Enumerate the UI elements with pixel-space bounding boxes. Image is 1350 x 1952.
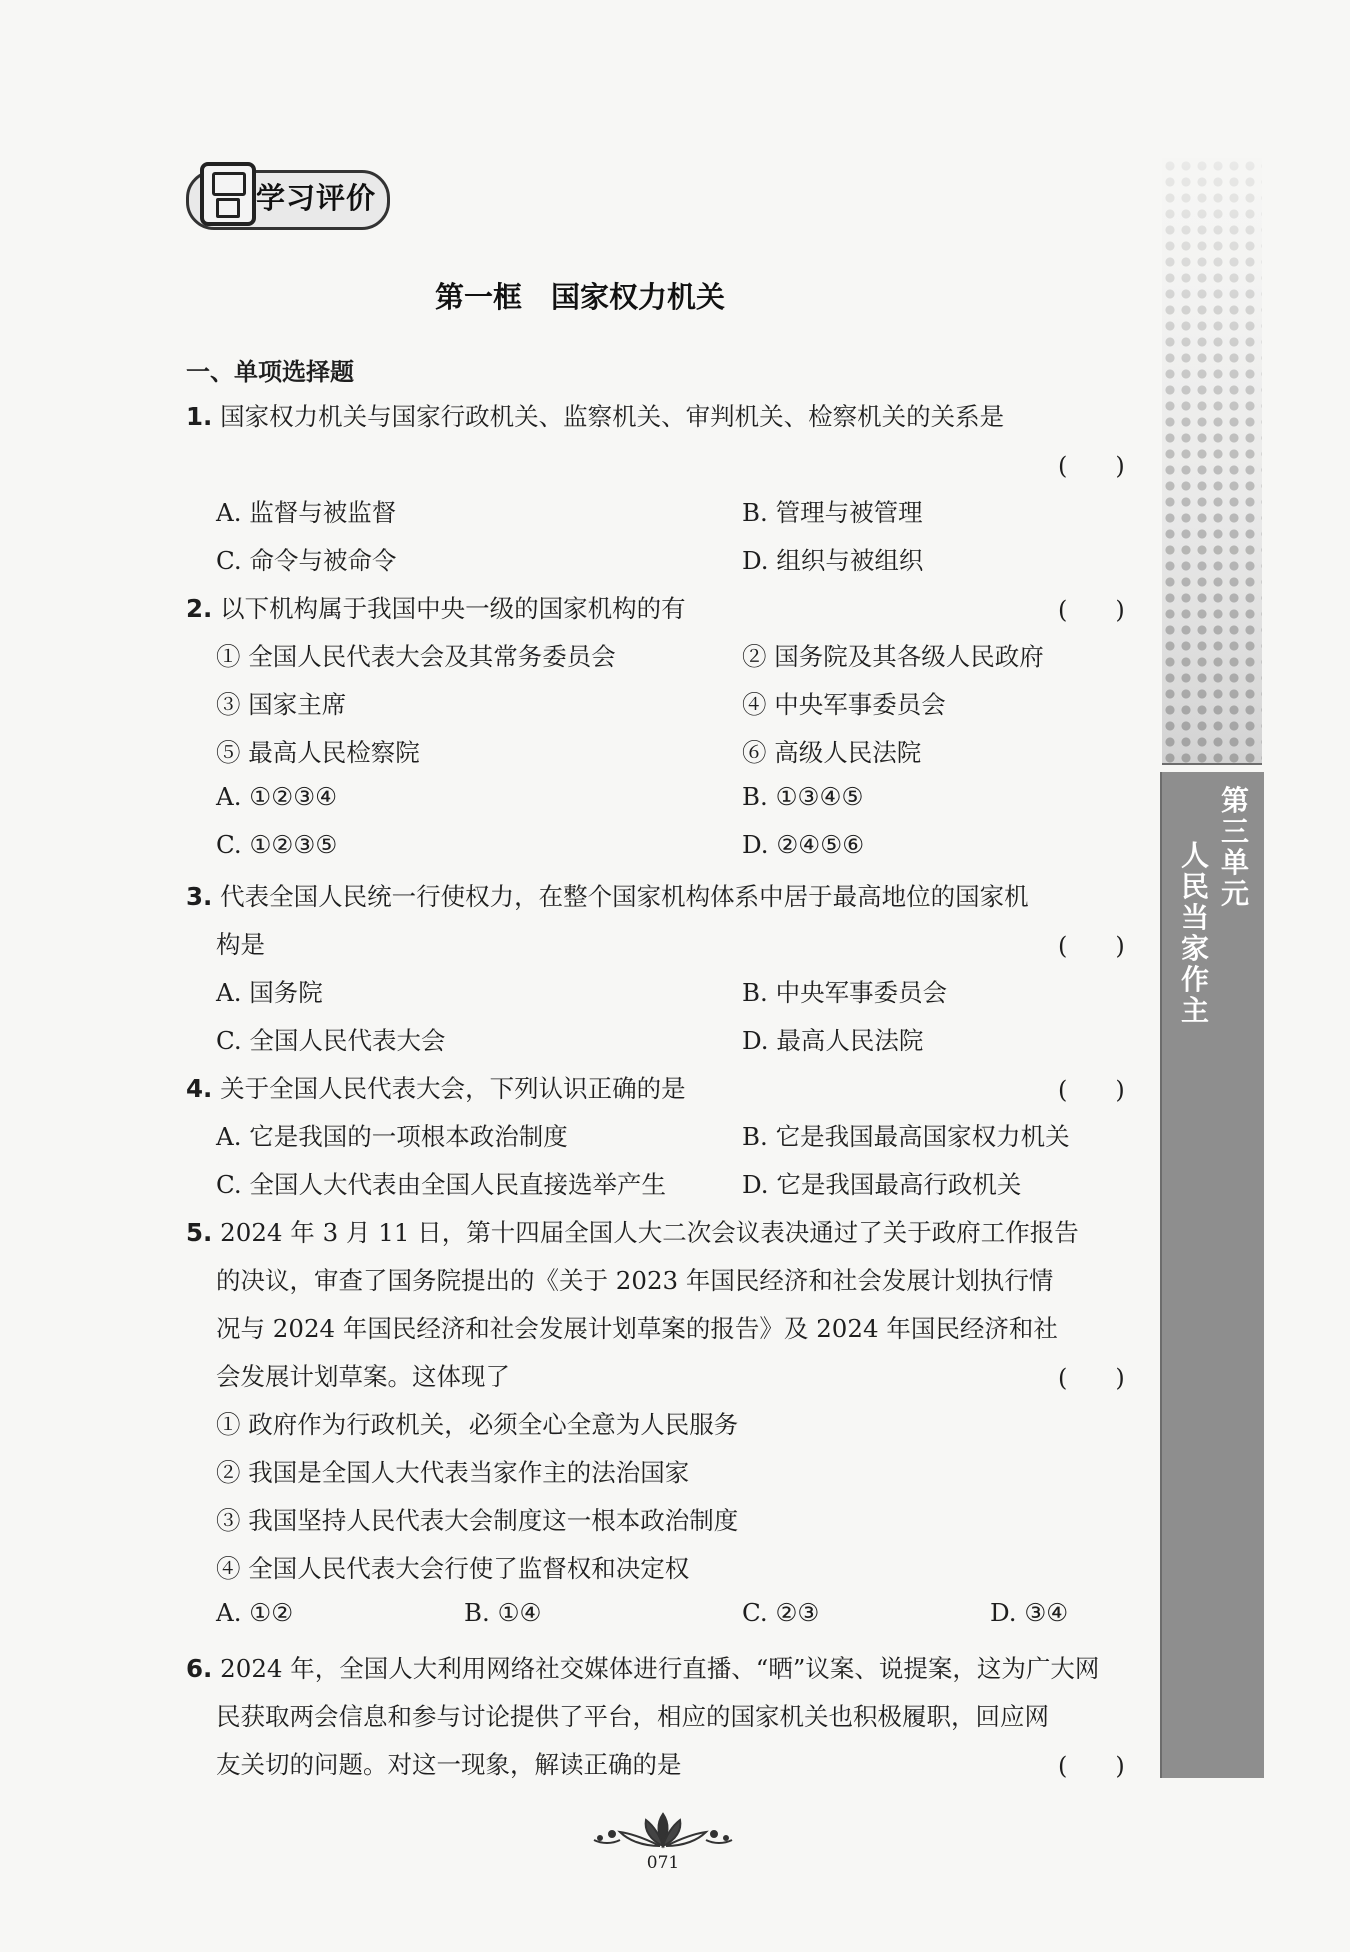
floppy-disk-icon (200, 162, 256, 226)
answer-blank: ( ) (1058, 452, 1125, 480)
option-c: C. 全国人大代表由全国人民直接选举产生 (216, 1170, 666, 1199)
option-a: A. 监督与被监督 (216, 498, 397, 527)
option-b: B. ①③④⑤ (742, 782, 864, 811)
section-badge-label: 学习评价 (256, 181, 377, 215)
sidebar-divider (1162, 763, 1262, 765)
option-c: C. ②③ (742, 1598, 820, 1627)
answer-blank: ( ) (1058, 1364, 1125, 1392)
option-d: D. 组织与被组织 (742, 546, 924, 575)
statement-2: ② 我国是全国人大代表当家作主的法治国家 (216, 1458, 690, 1487)
section-heading: 一、单项选择题 (186, 358, 354, 386)
question-5-stem: 5. 2024 年 3 月 11 日，第十四届全国人大二次会议表决通过了关于政府工作报告 (186, 1218, 1079, 1247)
option-b: B. ①④ (464, 1598, 542, 1627)
answer-blank: ( ) (1058, 1752, 1125, 1780)
question-5-stem-line3: 况与 2024 年国民经济和社会发展计划草案的报告》及 2024 年国民经济和社 (216, 1314, 1058, 1343)
sidebar-dot-pattern (1162, 158, 1262, 763)
sidebar-unit-label: 第三单元 (1220, 784, 1249, 910)
question-6-stem-line2: 民获取两会信息和参与讨论提供了平台，相应的国家机关也积极履职，回应网 (216, 1702, 1049, 1731)
question-1-stem: 1. 国家权力机关与国家行政机关、监察机关、审判机关、检察机关的关系是 (186, 402, 1005, 431)
option-a: A. 它是我国的一项根本政治制度 (216, 1122, 568, 1151)
option-c: C. 全国人民代表大会 (216, 1026, 446, 1055)
option-a: A. 国务院 (216, 978, 323, 1007)
option-a: A. ①② (216, 1598, 294, 1627)
statement-3: ③ 国家主席 (216, 690, 347, 719)
statement-2: ② 国务院及其各级人民政府 (742, 642, 1044, 671)
statement-3: ③ 我国坚持人民代表大会制度这一根本政治制度 (216, 1506, 739, 1535)
question-3-stem-cont: 构是 (216, 930, 265, 959)
page-title: 第一框 国家权力机关 (434, 280, 725, 314)
option-b: B. 管理与被管理 (742, 498, 923, 527)
option-d: D. ②④⑤⑥ (742, 830, 865, 859)
question-3-stem: 3. 代表全国人民统一行使权力，在整个国家机构体系中居于最高地位的国家机 (186, 882, 1029, 911)
answer-blank: ( ) (1058, 1076, 1125, 1104)
option-b: B. 它是我国最高国家权力机关 (742, 1122, 1070, 1151)
statement-4: ④ 中央军事委员会 (742, 690, 946, 719)
question-6-stem: 6. 2024 年，全国人大利用网络社交媒体进行直播、“晒”议案、说提案，这为广大网 (186, 1654, 1100, 1683)
page-number: 071 (646, 1853, 680, 1873)
question-4-stem: 4. 关于全国人民代表大会，下列认识正确的是 (186, 1074, 686, 1103)
floral-ornament-icon (590, 1810, 736, 1850)
question-2-stem: 2. 以下机构属于我国中央一级的国家机构的有 (186, 594, 686, 623)
option-d: D. ③④ (990, 1598, 1069, 1627)
question-6-stem-line3: 友关切的问题。对这一现象，解读正确的是 (216, 1750, 682, 1779)
sidebar-unit-tab (1160, 772, 1264, 1778)
statement-1: ① 全国人民代表大会及其常务委员会 (216, 642, 616, 671)
answer-blank: ( ) (1058, 596, 1125, 624)
statement-4: ④ 全国人民代表大会行使了监督权和决定权 (216, 1554, 690, 1583)
sidebar-unit-title: 人民当家作主 (1180, 839, 1209, 1027)
statement-1: ① 政府作为行政机关，必须全心全意为人民服务 (216, 1410, 739, 1439)
option-d: D. 最高人民法院 (742, 1026, 924, 1055)
statement-6: ⑥ 高级人民法院 (742, 738, 922, 767)
option-b: B. 中央军事委员会 (742, 978, 948, 1007)
answer-blank: ( ) (1058, 932, 1125, 960)
question-5-stem-line2: 的决议，审查了国务院提出的《关于 2023 年国民经济和社会发展计划执行情 (216, 1266, 1054, 1295)
option-d: D. 它是我国最高行政机关 (742, 1170, 1022, 1199)
option-c: C. ①②③⑤ (216, 830, 338, 859)
question-5-stem-line4: 会发展计划草案。这体现了 (216, 1362, 510, 1391)
option-a: A. ①②③④ (216, 782, 338, 811)
statement-5: ⑤ 最高人民检察院 (216, 738, 420, 767)
option-c: C. 命令与被命令 (216, 546, 397, 575)
